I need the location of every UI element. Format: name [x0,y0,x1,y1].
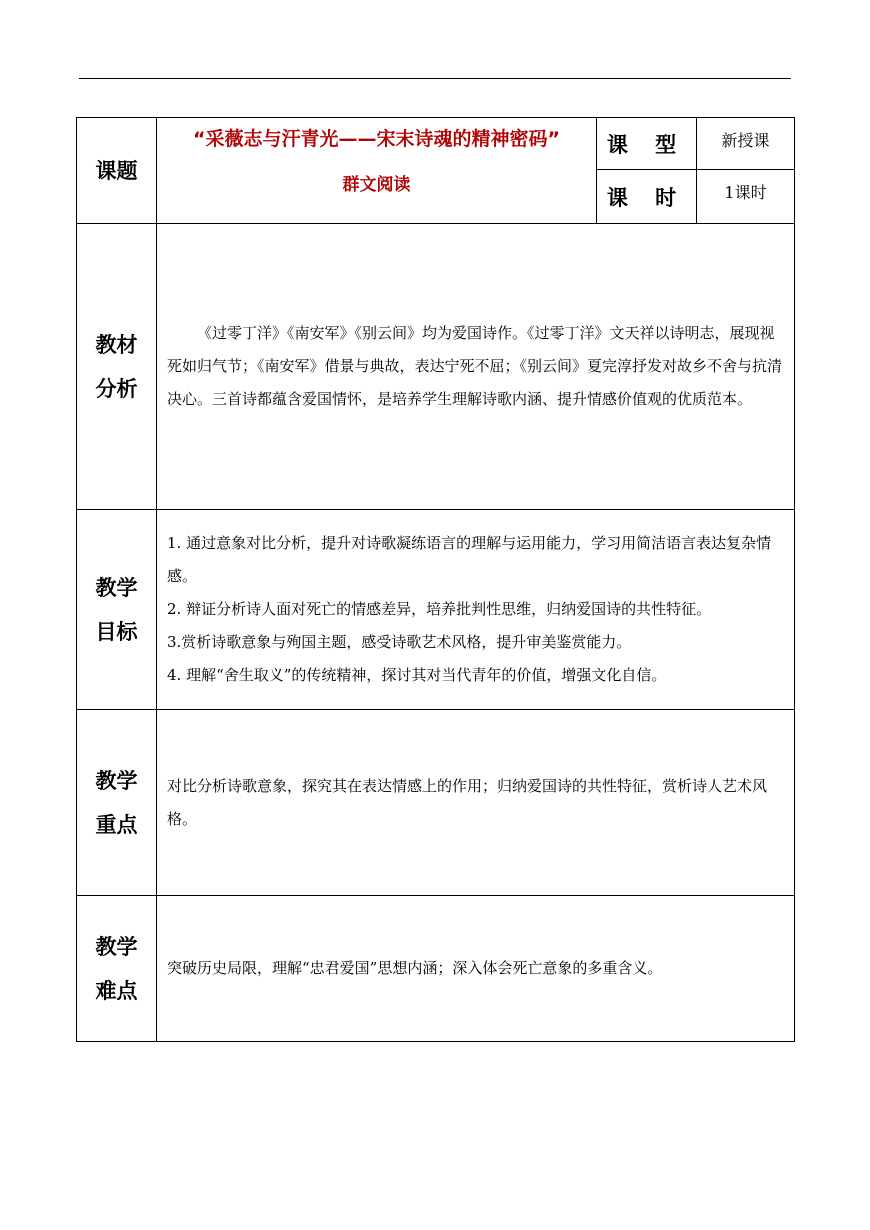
goals-label [77,510,157,710]
analysis-label-line2: 分析 [95,376,138,401]
lesson-hours-value: 1课时 [724,183,767,202]
header-rule [79,78,791,79]
analysis-label-line1: 教材 [95,332,138,357]
topic-subtitle: 群文阅读 [342,175,411,195]
difficulties-text: 突破历史局限，理解“忠君爱国”思想内涵；深入体会死亡意象的多重含义。 [167,959,663,977]
topic-title: “采薇志与汗青光——宋末诗魂的精神密码” [193,128,560,150]
key-points-label-line1: 教学 [95,768,138,793]
lesson-type-value: 新授课 [721,131,770,150]
difficulties-label-line2: 难点 [95,978,138,1003]
lesson-hours-label: 课 时 [597,170,697,224]
key-points-label [77,710,157,896]
topic-label: 课题 [77,118,157,224]
difficulties-label [77,896,157,1042]
goals-content [157,510,795,710]
goal-item: 2. 辩证分析诗人面对死亡的情感差异，培养批判性思维，归纳爱国诗的共性特征。 [167,600,712,618]
goal-item: 3.赏析诗歌意象与殉国主题，感受诗歌艺术风格，提升审美鉴赏能力。 [167,633,632,651]
topic-title-cell [157,118,597,224]
analysis-content [157,224,795,510]
key-points-text: 对比分析诗歌意象，探究其在表达情感上的作用；归纳爱国诗的共性特征，赏析诗人艺术风格。 [167,776,768,828]
goals-label-line2: 目标 [95,619,138,644]
analysis-label [77,224,157,510]
difficulties-content [157,896,795,1042]
key-points-content [157,710,795,896]
goals-label-line1: 教学 [95,575,138,600]
analysis-text: 《过零丁洋》《南安军》《别云间》均为爱国诗作。《过零丁洋》文天祥以诗明志，展现视死如归气节；《南安军》借景与典故，表达宁死不屈；《别云间》夏完淳抒发对故乡不舍与抗清决心。三首诗都蕴含爱国情怀，是培养学生理解诗歌内涵、提升情感价值观的优质范本。 [167,324,783,408]
lesson-type-value-cell [697,118,795,170]
lesson-plan-table [76,117,795,1042]
lesson-hours-value-cell [697,170,795,224]
goal-item: 4. 理解“舍生取义”的传统精神，探讨其对当代青年的价值，增强文化自信。 [167,666,667,684]
difficulties-label-line1: 教学 [95,934,138,959]
key-points-label-line2: 重点 [95,812,138,837]
goal-item: 1. 通过意象对比分析，提升对诗歌凝练语言的理解与运用能力，学习用简洁语言表达复杂情感。 [167,534,772,585]
lesson-type-label: 课 型 [597,118,697,170]
